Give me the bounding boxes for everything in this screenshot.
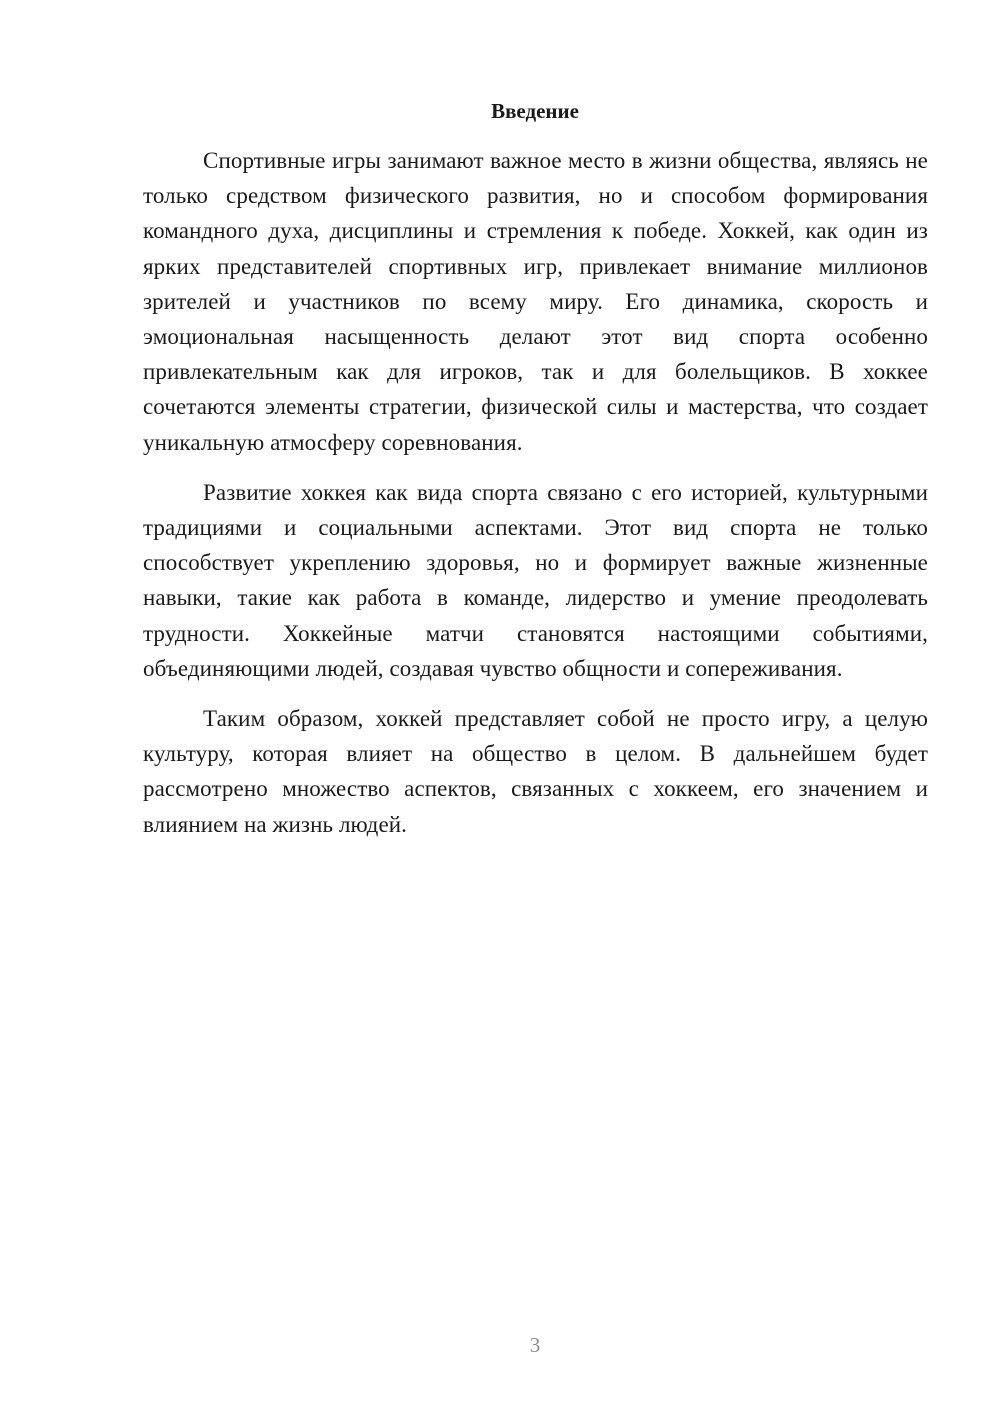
section-title: Введение [491, 99, 579, 123]
paragraph-3: Таким образом, хоккей представляет собой не просто игру, а целую культуру, которая влияет на общество в целом. В дальнейшем будет рассмотрено множество аспектов, связанных с хоккеем, его значением и влиянием на жизнь людей. [143, 706, 928, 837]
paragraph-2: Развитие хоккея как вида спорта связано с его историей, культурными традициями и социальными аспектами. Этот вид спорта не только способствует укреплению здоровья, но и формирует важные жизненные навыки, такие как работа в команде, лидерство и умение преодолевать трудности. Хоккейные матчи становятся настоящими событиями, объединяющими людей, создавая чувство общности и сопереживания. [143, 479, 928, 681]
paragraph-1: Спортивные игры занимают важное место в жизни общества, являясь не только средством физического развития, но и способом формирования командного духа, дисциплины и стремления к победе. Хоккей, как один из ярких представителей спортивных игр, привлекает внимание миллионов зрителей и участников по всему миру. Его динамика, скорость и эмоциональная насыщенность делают этот вид спорта особенно привлекательным как для игроков, так и для болельщиков. В хоккее сочетаются элементы стратегии, физической силы и мастерства, что создает уникальную атмосферу соревнования. [143, 148, 928, 455]
page-number: 3 [529, 1333, 541, 1357]
body-text [143, 143, 928, 857]
